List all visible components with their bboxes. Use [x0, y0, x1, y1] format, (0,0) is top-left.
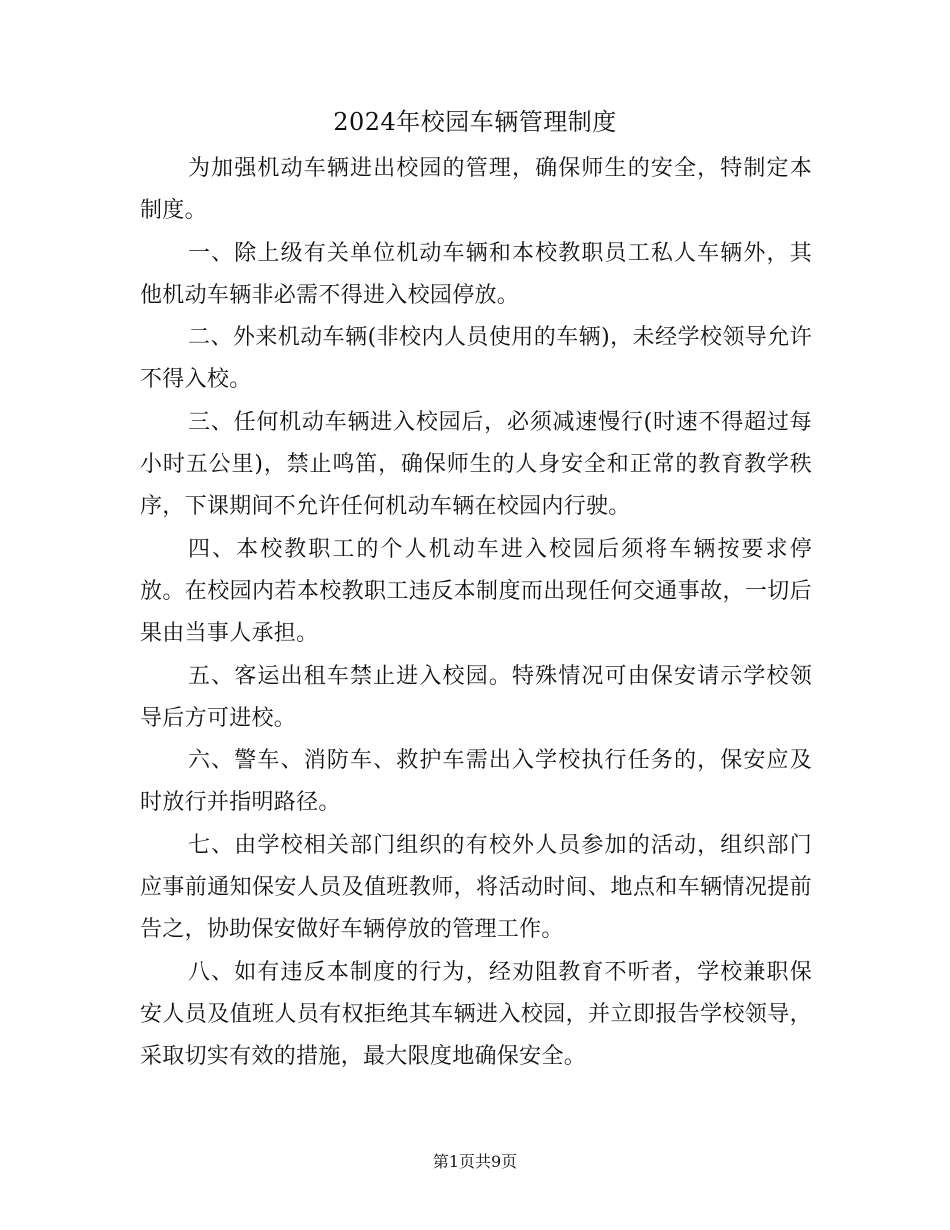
rule-paragraph-2: 二、外来机动车辆(非校内人员使用的车辆)，未经学校领导允许不得入校。: [140, 325, 812, 393]
rule-paragraph-5: 五、客运出租车禁止进入校园。特殊情况可由保安请示学校领导后方可进校。: [140, 663, 812, 731]
rule-paragraph-6: 六、警车、消防车、救护车需出入学校执行任务的，保安应及时放行并指明路径。: [140, 748, 812, 816]
page-number-footer: 第1页共9页: [432, 1152, 518, 1171]
rule-paragraph-1: 一、除上级有关单位机动车辆和本校教职员工私人车辆外，其他机动车辆非必需不得进入校园停放。: [140, 240, 812, 308]
document-title: 2024年校园车辆管理制度: [333, 108, 617, 136]
rule-paragraph-8: 八、如有违反本制度的行为，经劝阻教育不听者，学校兼职保安人员及值班人员有权拒绝其车辆进入校园，并立即报告学校领导，采取切实有效的措施，最大限度地确保安全。: [140, 959, 812, 1070]
document-body: [140, 148, 812, 1079]
rule-paragraph-7: 七、由学校相关部门组织的有校外人员参加的活动，组织部门应事前通知保安人员及值班教师，将活动时间、地点和车辆情况提前告之，协助保安做好车辆停放的管理工作。: [140, 832, 812, 943]
intro-paragraph: 为加强机动车辆进出校园的管理，确保师生的安全，特制定本制度。: [140, 156, 812, 224]
rule-paragraph-4: 四、本校教职工的个人机动车进入校园后须将车辆按要求停放。在校园内若本校教职工违反本制度而出现任何交通事故，一切后果由当事人承担。: [140, 536, 812, 647]
rule-paragraph-3: 三、任何机动车辆进入校园后，必须减速慢行(时速不得超过每小时五公里)，禁止鸣笛，确保师生的人身安全和正常的教育教学秩序，下课期间不允许任何机动车辆在校园内行驶。: [140, 409, 812, 520]
